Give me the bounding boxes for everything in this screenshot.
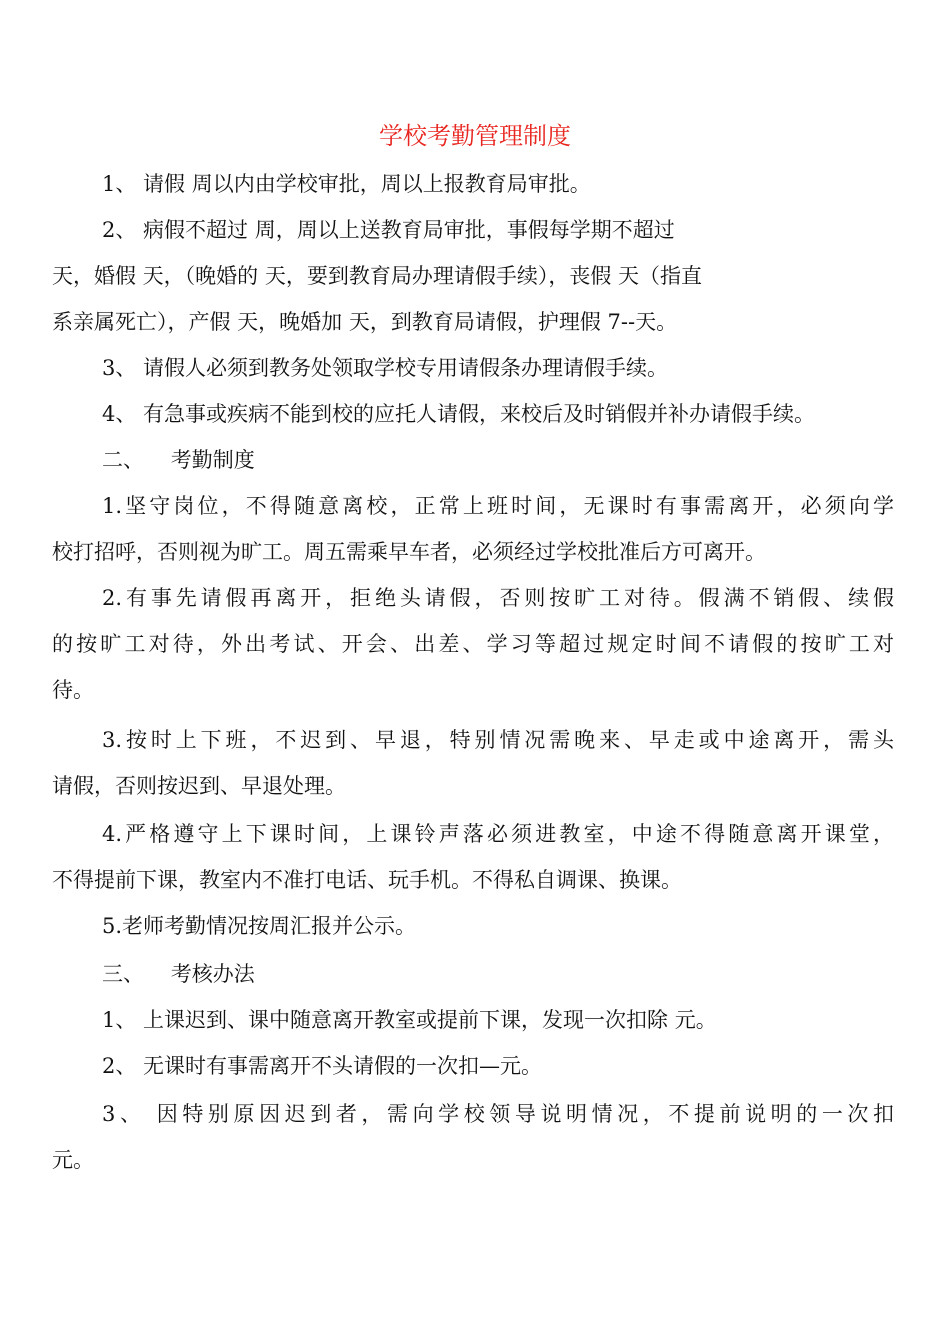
attendance-rule-3-line-2: 请假，否则按迟到、早退处理。 [52,774,346,798]
assessment-rule-1: 1、 上课迟到、课中随意离开教室或提前下课，发现一次扣除 元。 [102,1008,717,1032]
attendance-rule-1-line-2: 校打招呼，否则视为旷工。周五需乘早车者，必须经过学校批准后方可离开。 [52,540,766,564]
leave-rule-4: 4、 有急事或疾病不能到校的应托人请假，来校后及时销假并补办请假手续。 [102,402,816,426]
attendance-rule-4-line-1: 4.严格遵守上下课时间，上课铃声落必须进教室，中途不得随意离开课堂， [102,822,894,846]
attendance-rule-3-line-1: 3.按时上下班，不迟到、早退，特别情况需晚来、早走或中途离开，需头 [102,728,894,752]
attendance-rule-4-line-2: 不得提前下课，教室内不准打电话、玩手机。不得私自调课、换课。 [52,868,682,892]
attendance-rule-2-line-3: 待。 [52,678,94,702]
assessment-rule-3-line-2: 元。 [52,1148,94,1172]
attendance-rule-5: 5.老师考勤情况按周汇报并公示。 [102,914,417,938]
leave-rule-2-line-1: 2、 病假不超过 周，周以上送教育局审批，事假每学期不超过 [102,218,675,242]
section-3-heading: 三、 考核办法 [102,962,255,986]
attendance-rule-2-line-1: 2.有事先请假再离开，拒绝头请假，否则按旷工对待。假满不销假、续假 [102,586,894,610]
assessment-rule-2: 2、 无课时有事需离开不头请假的一次扣—元。 [102,1054,543,1078]
leave-rule-2-line-2: 天，婚假 天，（晚婚的 天，要到教育局办理请假手续），丧假 天（指直 [52,264,703,288]
document-title: 学校考勤管理制度 [379,122,571,150]
leave-rule-2-line-3: 系亲属死亡），产假 天，晚婚加 天，到教育局请假，护理假 7--天。 [52,310,678,334]
attendance-rule-2-line-2: 的按旷工对待，外出考试、开会、出差、学习等超过规定时间不请假的按旷工对 [52,632,894,656]
leave-rule-1: 1、 请假 周以内由学校审批，周以上报教育局审批。 [102,172,591,196]
section-2-heading: 二、 考勤制度 [102,448,255,472]
attendance-rule-1-line-1: 1.坚守岗位，不得随意离校，正常上班时间，无课时有事需离开，必须向学 [102,494,894,518]
assessment-rule-3-line-1: 3、 因特别原因迟到者，需向学校领导说明情况，不提前说明的一次扣 [102,1102,894,1126]
leave-rule-3: 3、 请假人必须到教务处领取学校专用请假条办理请假手续。 [102,356,669,380]
